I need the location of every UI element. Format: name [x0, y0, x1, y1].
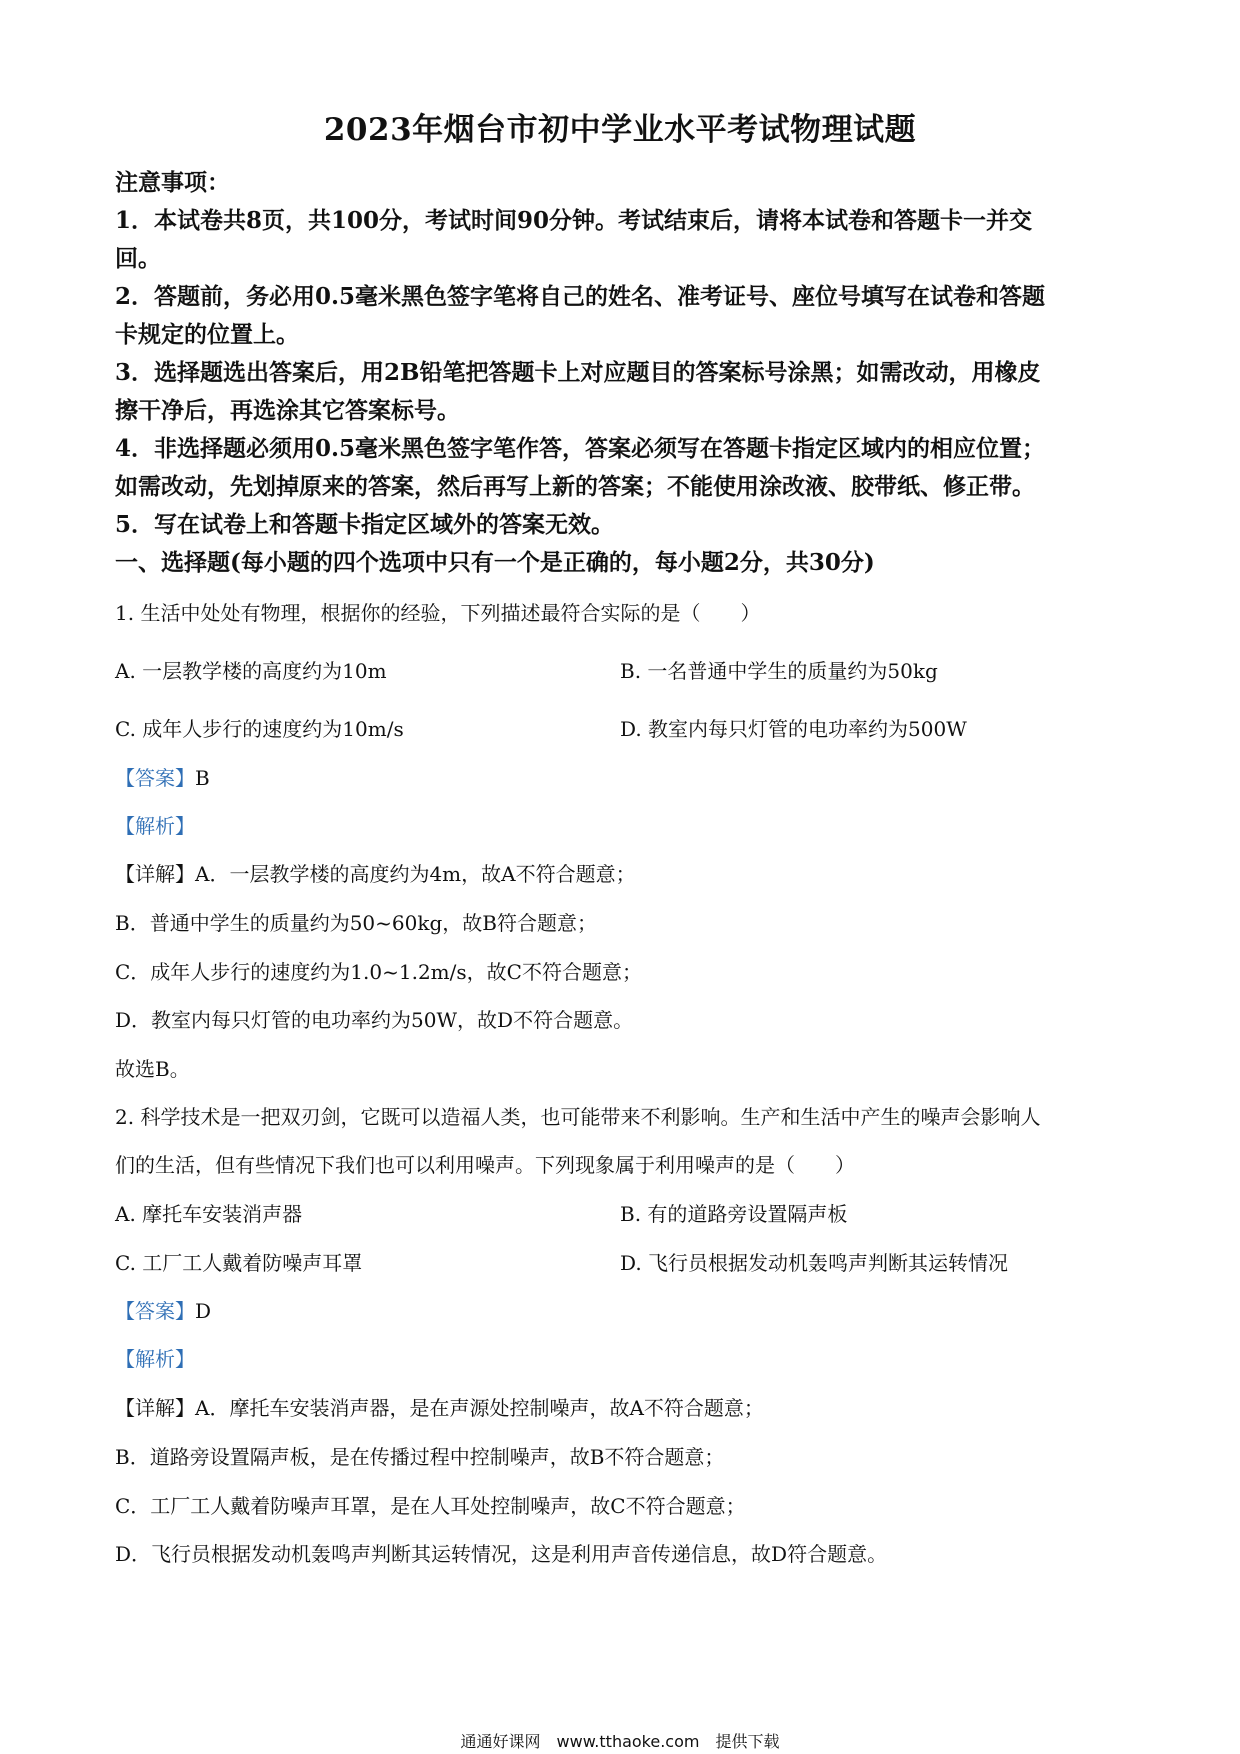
- notice-line: 5．写在试卷上和答题卡指定区域外的答案无效。: [115, 511, 615, 538]
- notice-line: 3．选择题选出答案后，用2B铅笔把答题卡上对应题目的答案标号涂黑；如需改动，用橡皮: [115, 359, 1041, 386]
- section-heading: 一、选择题(每小题的四个选项中只有一个是正确的，每小题2分，共30分): [115, 549, 875, 576]
- notice-line: 1．本试卷共8页，共100分，考试时间90分钟。考试结束后，请将本试卷和答题卡一并交: [115, 207, 1033, 234]
- page-footer: 通通好课网 www.tthaoke.com 提供下载: [460, 1732, 780, 1751]
- notice-block: [115, 164, 1135, 582]
- q2-detail: [115, 1392, 764, 1421]
- q1-analysis: [115, 810, 195, 839]
- q2-option-d: D. 飞行员根据发动机轰鸣声判断其运转情况: [620, 1251, 1009, 1275]
- detail-tag: 【详解】: [115, 1396, 195, 1420]
- answer-tag: 【答案】: [115, 766, 195, 790]
- q2-detail-line: D．飞行员根据发动机轰鸣声判断其运转情况，这是利用声音传递信息，故D符合题意。: [115, 1542, 888, 1566]
- q2-answer: [115, 1295, 211, 1324]
- notice-line: 如需改动，先划掉原来的答案，然后再写上新的答案；不能使用涂改液、胶带纸、修正带。: [115, 473, 1035, 500]
- q2-detail-line: B．道路旁设置隔声板，是在传播过程中控制噪声，故B不符合题意；: [115, 1445, 725, 1469]
- q2-stem: 2. 科学技术是一把双刃剑，它既可以造福人类，也可能带来不利影响。生产和生活中产生的噪声会影响人: [115, 1105, 1041, 1129]
- q1-option-d: D. 教室内每只灯管的电功率约为500W: [620, 717, 967, 741]
- page-title: 2023年烟台市初中学业水平考试物理试题: [323, 112, 917, 148]
- q1-detail-line: B．普通中学生的质量约为50~60kg，故B符合题意；: [115, 911, 597, 935]
- notice-heading: 注意事项：: [115, 169, 230, 196]
- q1-conclusion: 故选B。: [115, 1057, 190, 1081]
- notice-line: 回。: [115, 245, 161, 272]
- q1-stem: 1. 生活中处处有物理，根据你的经验，下列描述最符合实际的是（ ）: [115, 601, 761, 625]
- analysis-tag: 【解析】: [115, 814, 195, 838]
- notice-line: 2．答题前，务必用0.5毫米黑色签字笔将自己的姓名、准考证号、座位号填写在试卷和答题: [115, 283, 1046, 310]
- q1-detail-line: D．教室内每只灯管的电功率约为50W，故D不符合题意。: [115, 1008, 634, 1032]
- detail-text: A．摩托车安装消声器，是在声源处控制噪声，故A不符合题意；: [195, 1396, 764, 1420]
- answer-tag: 【答案】: [115, 1299, 195, 1323]
- q1-detail-line: C．成年人步行的速度约为1.0~1.2m/s，故C不符合题意；: [115, 960, 642, 984]
- detail-text: A．一层教学楼的高度约为4m，故A不符合题意；: [195, 862, 636, 886]
- q1-option-a: A. 一层教学楼的高度约为10m: [115, 659, 387, 683]
- q2-option-b: B. 有的道路旁设置隔声板: [620, 1202, 848, 1226]
- answer-value: D: [195, 1299, 212, 1323]
- q2-option-c: C. 工厂工人戴着防噪声耳罩: [115, 1251, 363, 1275]
- q1-detail: [115, 858, 636, 887]
- notice-line: 擦干净后，再选涂其它答案标号。: [115, 397, 460, 424]
- q1-answer: [115, 762, 210, 791]
- q1-option-b: B. 一名普通中学生的质量约为50kg: [620, 659, 938, 683]
- analysis-tag: 【解析】: [115, 1347, 195, 1371]
- q1-option-c: C. 成年人步行的速度约为10m/s: [115, 717, 404, 741]
- q2-option-a: A. 摩托车安装消声器: [115, 1202, 303, 1226]
- detail-tag: 【详解】: [115, 862, 195, 886]
- q2-stem: 们的生活，但有些情况下我们也可以利用噪声。下列现象属于利用噪声的是（ ）: [115, 1153, 855, 1177]
- notice-line: 4．非选择题必须用0.5毫米黑色签字笔作答，答案必须写在答题卡指定区域内的相应位置；: [115, 435, 1046, 462]
- q2-analysis: [115, 1343, 195, 1372]
- answer-value: B: [195, 766, 210, 790]
- q2-detail-line: C．工厂工人戴着防噪声耳罩，是在人耳处控制噪声，故C不符合题意；: [115, 1494, 746, 1518]
- notice-line: 卡规定的位置上。: [115, 321, 299, 348]
